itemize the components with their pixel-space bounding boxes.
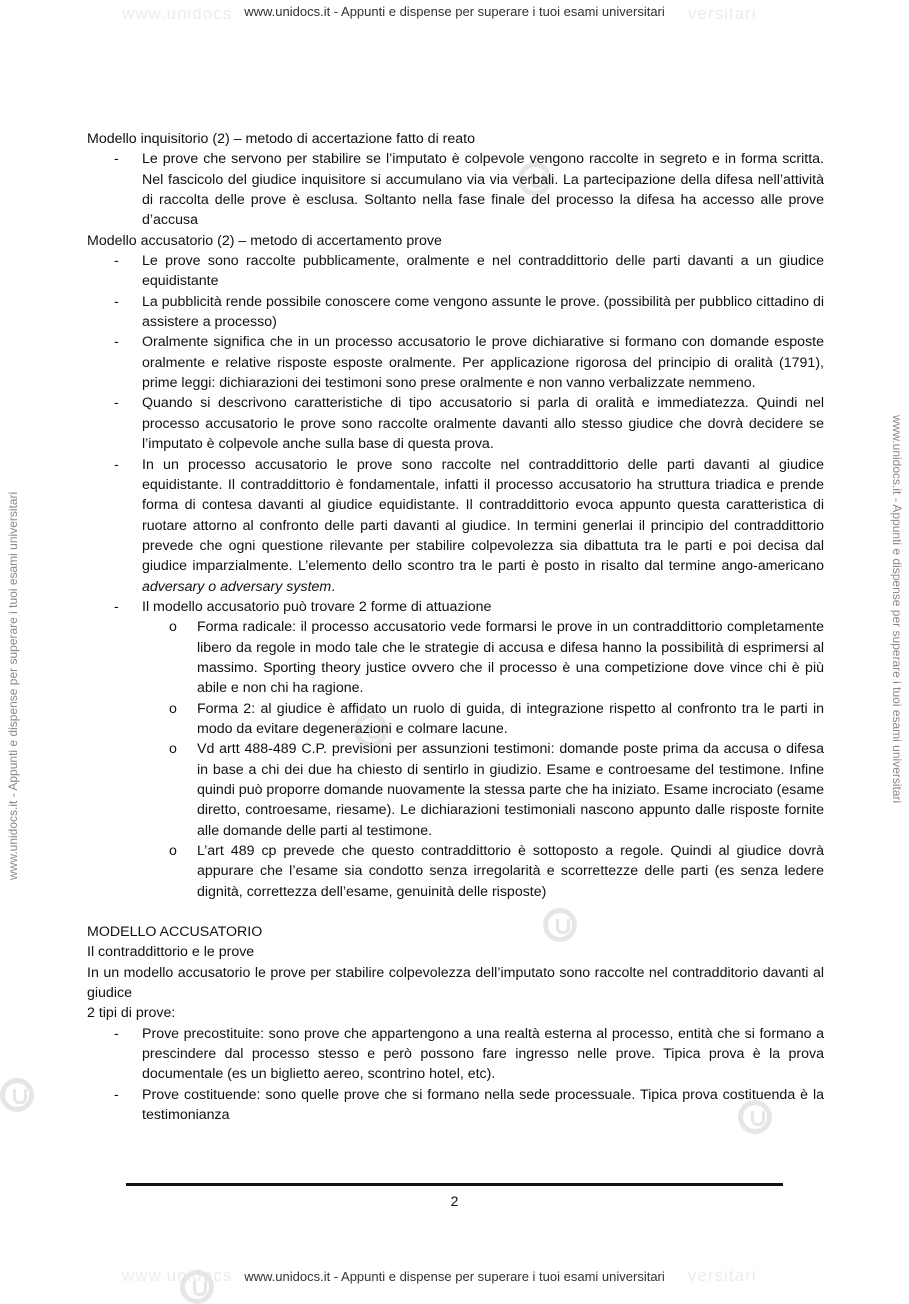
list-tipi-prove (87, 1024, 824, 1126)
sublist-item: o Forma radicale: il processo accusatorio vede formarsi le prove in un contraddittorio completamente libero da regole in modo tale che le strategie di accusa e difesa hanno la possibilità di esprimersi al massimo. Sporting theory justice ovvero che il processo è una competizione dove vince chi è più abile e non chi ha ragione. (169, 619, 824, 697)
circle-marker: o (169, 843, 177, 860)
spacer (87, 902, 824, 922)
list-inquisitorio (87, 149, 824, 230)
sublist-item: o Forma 2: al giudice è affidato un ruolo di guida, di integrazione rispetto al confronto tra le parti in modo da evitare degenerazioni e colmare lacune. (169, 700, 824, 737)
watermark-ghost-top-right: versitari (688, 4, 757, 23)
watermark-bottom: www.unidocs.it - Appunti e dispense per superare i tuoi esami universitari (244, 1269, 665, 1284)
watermark-logo-icon (0, 1078, 34, 1112)
list-item: - Le prove sono raccolte pubblicamente, oralmente e nel contraddittorio delle parti davanti a un giudice equidistante (114, 253, 824, 290)
document-body (87, 129, 824, 1126)
types-label: 2 tipi di prove: (87, 1005, 176, 1022)
page-number: 2 (450, 1193, 459, 1209)
circle-marker: o (169, 619, 177, 636)
list-item: - Prove precostituite: sono prove che appartengono a una realtà esterna al processo, entità che si formano a prescindere dal processo stesso e però possono fare ingresso nelle prove. Tipica prova è la prova documentale (es un biglietto aereo, scontrino hotel, etc). (114, 1025, 824, 1083)
circle-marker: o (169, 741, 177, 758)
dash-marker: - (114, 1086, 119, 1103)
watermark-ghost-bottom-right: versitari (688, 1266, 757, 1285)
section-heading-accusatorio: Modello accusatorio (2) – metodo di accertamento prove (87, 232, 442, 249)
sublist-forme (142, 617, 824, 902)
part-intro: In un modello accusatorio le prove per stabilire colpevolezza dell’imputato sono raccolte nel contradditorio davanti al giudice (87, 964, 824, 1002)
watermark-side-right: www.unidocs.it - Appunti e dispense per superare i tuoi esami universitari (890, 415, 904, 804)
dash-marker: - (114, 293, 119, 310)
dash-marker: - (114, 1025, 119, 1042)
dash-marker: - (114, 395, 119, 412)
watermark-ghost-top-left: www.unidocs (122, 4, 233, 23)
watermark-side-left: www.unidocs.it - Appunti e dispense per superare i tuoi esami universitari (6, 491, 20, 880)
part-subtitle: Il contraddittorio e le prove (87, 944, 255, 961)
italic-term: adversary o adversary system (142, 578, 332, 595)
watermark-ghost-bottom-left: www.unidocs (122, 1266, 233, 1285)
dash-marker: - (114, 253, 119, 270)
list-item: - Prove costituende: sono quelle prove che si formano nella sede processuale. Tipica prova costituenda è la testimonianza (114, 1086, 824, 1124)
list-item: - Il modello accusatorio può trovare 2 forme di attuazione o Forma radicale: il processo accusatorio vede formarsi le prove in un contraddittorio completamente libero da regole in modo tale che le strategie di accusa e difesa hanno la possibilità di esprimersi al massimo. Sporting theory justice ovvero che il processo è una competizione dove vince chi è più abile e non chi ha ragione. o Forma 2: al giudice è affidato un ruolo di guida, di integrazione rispetto al confronto tra le parti in modo da evitare degenerazioni e colmare lacune. o Vd artt 488-489 C.P. previsioni per assunzioni testimoni: domande poste prima da accusa o difesa in base a chi dei due ha chiesto di sentirlo in giudizio. Esame e controesame del testimone. Infine quindi può proporre domande nuovamente la stessa parte che ha iniziato. Esame incrociato (esame diretto, controesame, riesame). Le dichiarazioni testimoniali nascono appunto dalle risposte fornite alle domande delle parti al testimone. o L’art 489 cp prevede che questo contraddittorio è sottoposto a regole. Quindi al giudice dovrà appurare che l’esame sia condotto senza irregolarità e scorrettezze delle parti (es senza ledere dignità, correttezza dell’esame, genuinità delle risposte) (87, 597, 824, 902)
dash-marker: - (114, 598, 119, 615)
dash-marker: - (114, 151, 119, 168)
footer-divider (126, 1183, 783, 1186)
list-accusatorio (87, 251, 824, 902)
list-item: - La pubblicità rende possibile conoscere come vengono assunte le prove. (possibilità per pubblico cittadino di assistere a processo) (114, 293, 824, 331)
list-item: - In un processo accusatorio le prove sono raccolte nel contraddittorio delle parti davanti al giudice equidistante. Il contraddittorio è fondamentale, infatti il processo accusatorio ha struttura triadica e prende forma di contesa davanti al giudice equidistante. Il contraddittorio evoca appunto questa caratteristica di ruotare attorno al confronto delle parti davanti al giudice. In termini generlai il principio del contraddittorio prevede che ogni questione rilevante per stabilire colpevolezza sia dibattuta tra le parti e poi decisa dal giudice imparzialmente. L’elemento dello scontro tra le parti è posto in risalto dal termine ango-americano adversary o adversary system. (114, 456, 824, 595)
section-heading-inquisitorio: Modello inquisitorio (2) – metodo di accertazione fatto di reato (87, 131, 476, 147)
circle-marker: o (169, 700, 177, 717)
sublist-item: o L’art 489 cp prevede che questo contraddittorio è sottoposto a regole. Quindi al giudice dovrà appurare che l’esame sia condotto senza irregolarità e scorrettezze delle parti (es senza ledere dignità, correttezza dell’esame, genuinità delle risposte) (169, 843, 824, 900)
part-title: MODELLO ACCUSATORIO (87, 924, 263, 941)
list-item: - Quando si descrivono caratteristiche di tipo accusatorio si parla di oralità e immediatezza. Quindi nel processo accusatorio le prove sono raccolte oralmente davanti allo stesso giudice che dovrà decidere se l’imputato è colpevole anche sulla base di questa prova. (114, 395, 824, 453)
dash-marker: - (114, 334, 119, 351)
list-item: - Oralmente significa che in un processo accusatorio le prove dichiarative si formano con domande esposte oralmente e relative risposte esposte oralmente. Per applicazione rigorosa del principio di oralità (1791), prime leggi: dichiarazioni dei testimoni sono prese oralmente e non vanno verbalizzate nemmeno. (114, 334, 824, 392)
list-item: - Le prove che servono per stabilire se l’imputato è colpevole vengono raccolte in segreto e in forma scritta. Nel fascicolo del giudice inquisitore si accumulano via via verbali. La partecipazione della difesa nell’attività di raccolta delle prove è esclusa. Soltanto nella fase finale del processo la difesa ha accesso alle prove d’accusa (114, 151, 824, 229)
watermark-top: www.unidocs.it - Appunti e dispense per superare i tuoi esami universitari (244, 4, 665, 19)
dash-marker: - (114, 456, 119, 473)
sublist-item: o Vd artt 488-489 C.P. previsioni per assunzioni testimoni: domande poste prima da accusa o difesa in base a chi dei due ha chiesto di sentirlo in giudizio. Esame e controesame del testimone. Infine quindi può proporre domande nuovamente la stessa parte che ha iniziato. Esame incrociato (esame diretto, controesame, riesame). Le dichiarazioni testimoniali nascono appunto dalle risposte fornite alle domande delle parti al testimone. (169, 741, 824, 839)
